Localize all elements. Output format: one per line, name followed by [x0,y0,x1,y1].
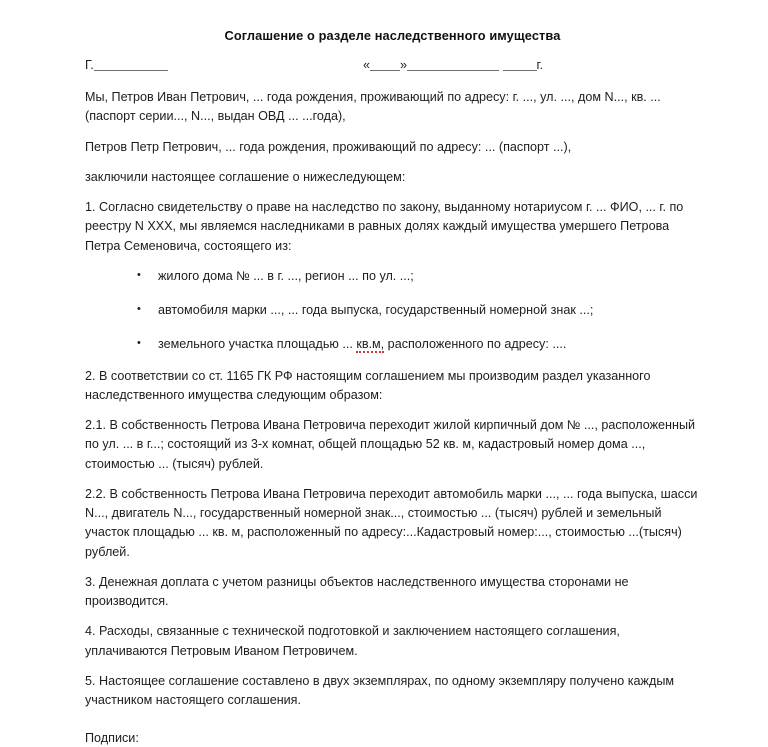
bullet-icon: • [137,301,141,319]
day-blank-rule [370,70,400,71]
city-field [85,58,168,72]
city-blank-rule [94,70,168,71]
list-item-label: жилого дома № ... в г. ..., регион ... по ул. ...; [158,269,414,283]
list-item-label: автомобиля марки ..., ... года выпуска, государственный номерной знак ...; [158,303,593,317]
city-label: Г. [85,58,94,72]
parties-first-paragraph: Мы, Петров Иван Петрович, ... года рождения, проживающий по адресу: г. ..., ул. ..., дом N..., кв. ...(паспорт серии..., N..., выдан ОВД ... ...года), [85,88,700,127]
signatures-label: Подписи: [85,729,700,747]
month-blank-rule [407,70,499,71]
date-field [363,58,543,72]
list-item-label-after: расположенного по адресу: .... [384,337,566,351]
bullet-icon: • [137,335,141,353]
spellcheck-underlined-text: кв.м, [356,337,384,353]
preamble-paragraph: заключили настоящее соглашение о нижеследующем: [85,168,700,187]
clause-2-paragraph: 2. В соответствии со ст. 1165 ГК РФ настоящим соглашением мы производим раздел указанного наследственного имущества следующим образом: [85,367,700,406]
clause-3-paragraph: 3. Денежная доплата с учетом разницы объектов наследственного имущества сторонами не производится. [85,573,700,612]
clause-2-2-paragraph: 2.2. В собственность Петрова Ивана Петровича переходит автомобиль марки ..., ... года выпуска, шасси N..., двигатель N..., государственный номерной знак..., стоимостью ... (тысяч) рублей и земельный участок площадью ... кв. м, расположенный по адресу:...Кадастровый номер:..., стоимостью ...(тысяч) рублей. [85,485,700,562]
quote-open: « [363,58,370,72]
clause-1-paragraph: 1. Согласно свидетельству о праве на наследство по закону, выданному нотариусом г. ... ФИО, ... г. по реестру N XXX, мы являемся наследниками в равных долях каждый имущества умершего Петрова Петра Семеновича, состоящего из: [85,198,700,256]
document-header-line [85,58,700,80]
year-suffix: г. [537,58,544,72]
inheritance-items-list [85,267,700,354]
clause-2-1-paragraph: 2.1. В собственность Петрова Ивана Петровича переходит жилой кирпичный дом № ..., расположенный по ул. ... в г...; состоящий из 3-х комнат, общей площадью 52 кв. м, кадастровый номер дома ..., стоимостью ... (тысяч) рублей. [85,416,700,474]
page-title: Соглашение о разделе наследственного имущества [85,28,700,44]
parties-second-paragraph: Петров Петр Петрович, ... года рождения, проживающий по адресу: ... (паспорт ...), [85,138,700,157]
quote-close: » [400,58,407,72]
year-blank-rule [503,70,537,71]
list-item [85,267,700,286]
bullet-icon: • [137,267,141,285]
list-item-label-before: земельного участка площадью ... [158,337,356,351]
list-item [85,335,700,354]
list-item [85,301,700,320]
clause-5-paragraph: 5. Настоящее соглашение составлено в двух экземплярах, по одному экземпляру получено каждым участником настоящего соглашения. [85,672,700,711]
clause-4-paragraph: 4. Расходы, связанные с технической подготовкой и заключением настоящего соглашения, уплачиваются Петровым Иваном Петровичем. [85,622,700,661]
